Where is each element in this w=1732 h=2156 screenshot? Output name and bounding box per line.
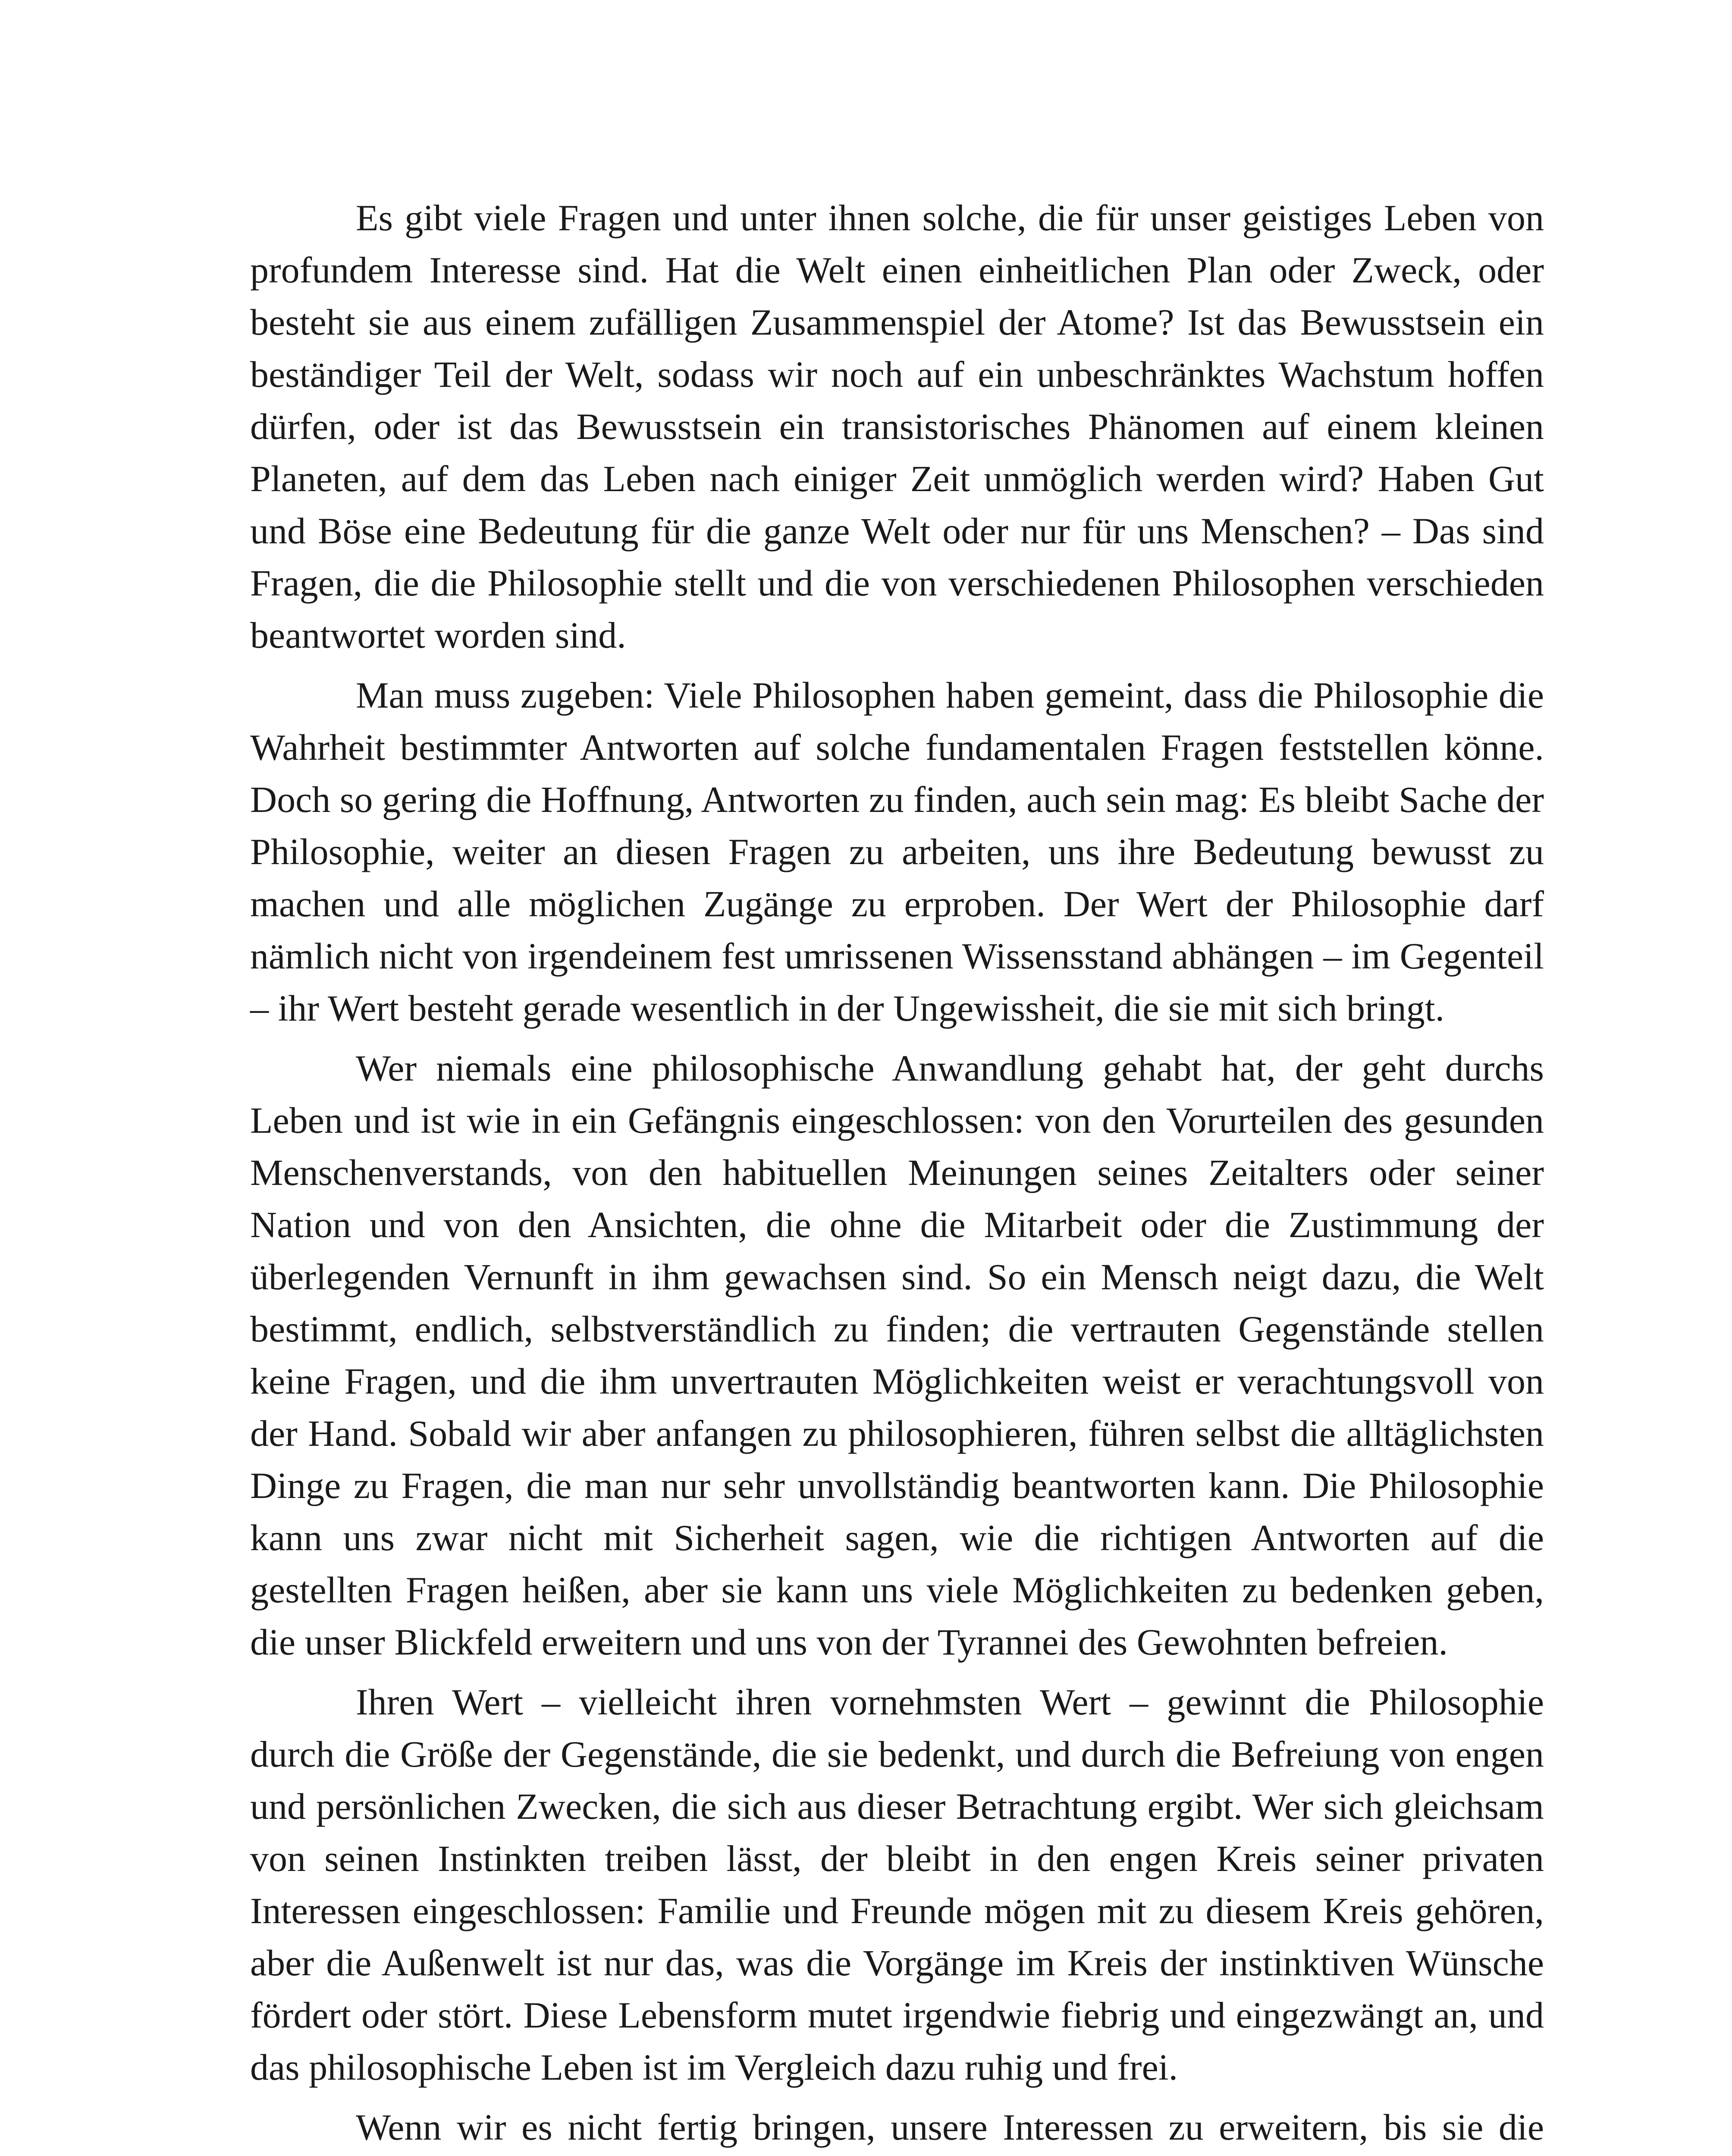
paragraph-1: Es gibt viele Fragen und unter ihnen solche, die für unser geistiges Leben von profundem Interesse sind. Hat die Welt einen einheitlichen Plan oder Zweck, oder besteht sie aus einem zufälligen Zusammenspiel der Atome? Ist das Bewusstsein ein beständiger Teil der Welt, sodass wir noch auf ein unbeschränktes Wachstum hoffen dürfen, oder ist das Bewusstsein ein transistorisches Phänomen auf einem kleinen Planeten, auf dem das Leben nach einiger Zeit unmöglich werden wird? Haben Gut und Böse eine Bedeutung für die ganze Welt oder nur für uns Menschen? – Das sind Fragen, die die Philosophie stellt und die von verschiedenen Philosophen verschieden beantwortet worden sind. <box>250 197 1544 656</box>
paragraph-4: Ihren Wert – vielleicht ihren vornehmsten Wert – gewinnt die Philosophie durch die Größe der Gegenstände, die sie bedenkt, und durch die Befreiung von engen und persönlichen Zwecken, die sich aus dieser Betrachtung ergibt. Wer sich gleichsam von seinen Instinkten treiben lässt, der bleibt in den engen Kreis seiner privaten Interessen eingeschlossen: Familie und Freunde mögen mit zu diesem Kreis gehören, aber die Außenwelt ist nur das, was die Vorgänge im Kreis der instinktiven Wünsche fördert oder stört. Diese Lebensform mutet irgendwie fiebrig und eingezwängt an, und das philosophische Leben ist im Vergleich dazu ruhig und frei. <box>250 1681 1544 2088</box>
paragraph-3: Wer niemals eine philosophische Anwandlung gehabt hat, der geht durchs Leben und ist wie in ein Gefängnis eingeschlossen: von den Vorurteilen des gesunden Menschenverstands, von den habituellen Meinungen seines Zeitalters oder seiner Nation und von den Ansichten, die ohne die Mitarbeit oder die Zustimmung der überlegenden Vernunft in ihm gewachsen sind. So ein Mensch neigt dazu, die Welt bestimmt, endlich, selbstverständlich zu finden; die vertrauten Gegenstände stellen keine Fragen, und die ihm unvertrauten Möglichkeiten weist er verachtungsvoll von der Hand. Sobald wir aber anfangen zu philosophieren, führen selbst die alltäglichsten Dinge zu Fragen, die man nur sehr unvollständig beantworten kann. Die Philosophie kann uns zwar nicht mit Sicherheit sagen, wie die richtigen Antworten auf die gestellten Fragen heißen, aber sie kann uns viele Möglichkeiten zu bedenken geben, die unser Blickfeld erweitern und uns von der Tyrannei des Gewohnten befreien. <box>250 1047 1544 1663</box>
body-text <box>250 192 1544 2156</box>
paragraph-2: Man muss zugeben: Viele Philosophen haben gemeint, dass die Philosophie die Wahrheit bestimmter Antworten auf solche fundamentalen Fragen feststellen könne. Doch so gering die Hoffnung, Antworten zu finden, auch sein mag: Es bleibt Sache der Philosophie, weiter an diesen Fragen zu arbeiten, uns ihre Bedeutung bewusst zu machen und alle möglichen Zugänge zu erproben. Der Wert der Philosophie darf nämlich nicht von irgendeinem fest umrissenen Wissensstand abhängen – im Gegenteil – ihr Wert besteht gerade wesentlich in der Ungewissheit, die sie mit sich bringt. <box>250 674 1544 1029</box>
paragraph-5: Wenn wir es nicht fertig bringen, unsere Interessen zu erweitern, bis sie die <box>356 2106 1544 2148</box>
